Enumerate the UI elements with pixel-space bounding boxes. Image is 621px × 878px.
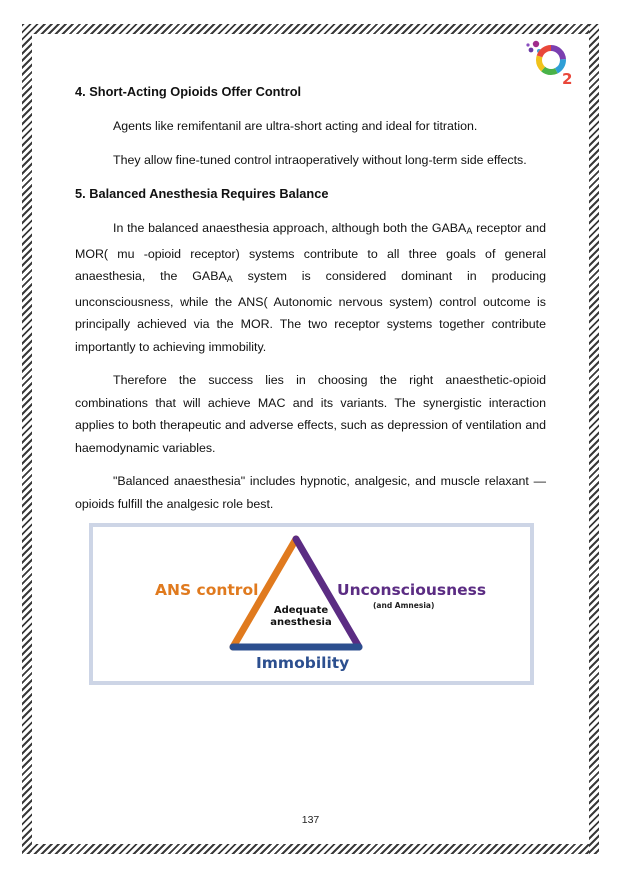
section-4-paragraph-2: They allow fine-tuned control intraoperatively without long-term side effects. xyxy=(113,153,527,167)
page-border-left xyxy=(22,24,32,854)
page-border-bottom xyxy=(22,844,599,854)
page-content xyxy=(75,84,546,515)
page-border-right xyxy=(589,24,599,854)
section-5-paragraph-2: Therefore the success lies in choosing the right anaesthetic-opioid combinations that will achieve MAC and its variants. The synergistic interaction applies to both therapeutic and adverse effects, such as depression of ventilation and haemodynamic variables. xyxy=(75,373,546,455)
adequate-anesthesia-label: Adequate anesthesia xyxy=(270,605,332,628)
unconsciousness-label: Unconsciousness xyxy=(337,581,487,599)
section-5-paragraph-3: "Balanced anaesthesia" includes hypnotic, analgesic, and muscle relaxant — opioids fulfill the analgesic role best. xyxy=(75,474,546,511)
o2-logo-icon xyxy=(524,38,576,88)
section-4-paragraph-1: Agents like remifentanil are ultra-short acting and ideal for titration. xyxy=(113,119,478,133)
amnesia-sublabel: (and Amnesia) xyxy=(373,601,435,610)
immobility-label: Immobility xyxy=(256,654,350,672)
section-5-paragraph-1: In the balanced anaesthesia approach, although both the $GABA_A$ receptor and MOR( mu -opioid receptor) systems contribute to all three goals of general anaesthesia, the $GABA_A$ system is considered dominant in producing unconsciousness, while the ANS( Autonomic nervous system) control outcome is principally achieved via the MOR. The two receptor systems together contribute importantly to achieving immobility. xyxy=(75,221,547,354)
balanced-anesthesia-figure xyxy=(89,523,534,685)
svg-text:2: 2 xyxy=(562,70,573,88)
o2-logo xyxy=(524,38,576,88)
section-4-heading: 4. Short-Acting Opioids Offer Control xyxy=(75,84,302,99)
ans-control-label: ANS control xyxy=(155,581,259,599)
page-border-top xyxy=(22,24,599,34)
section-5-heading: 5. Balanced Anesthesia Requires Balance xyxy=(75,186,329,201)
page-number: 137 xyxy=(301,814,320,826)
